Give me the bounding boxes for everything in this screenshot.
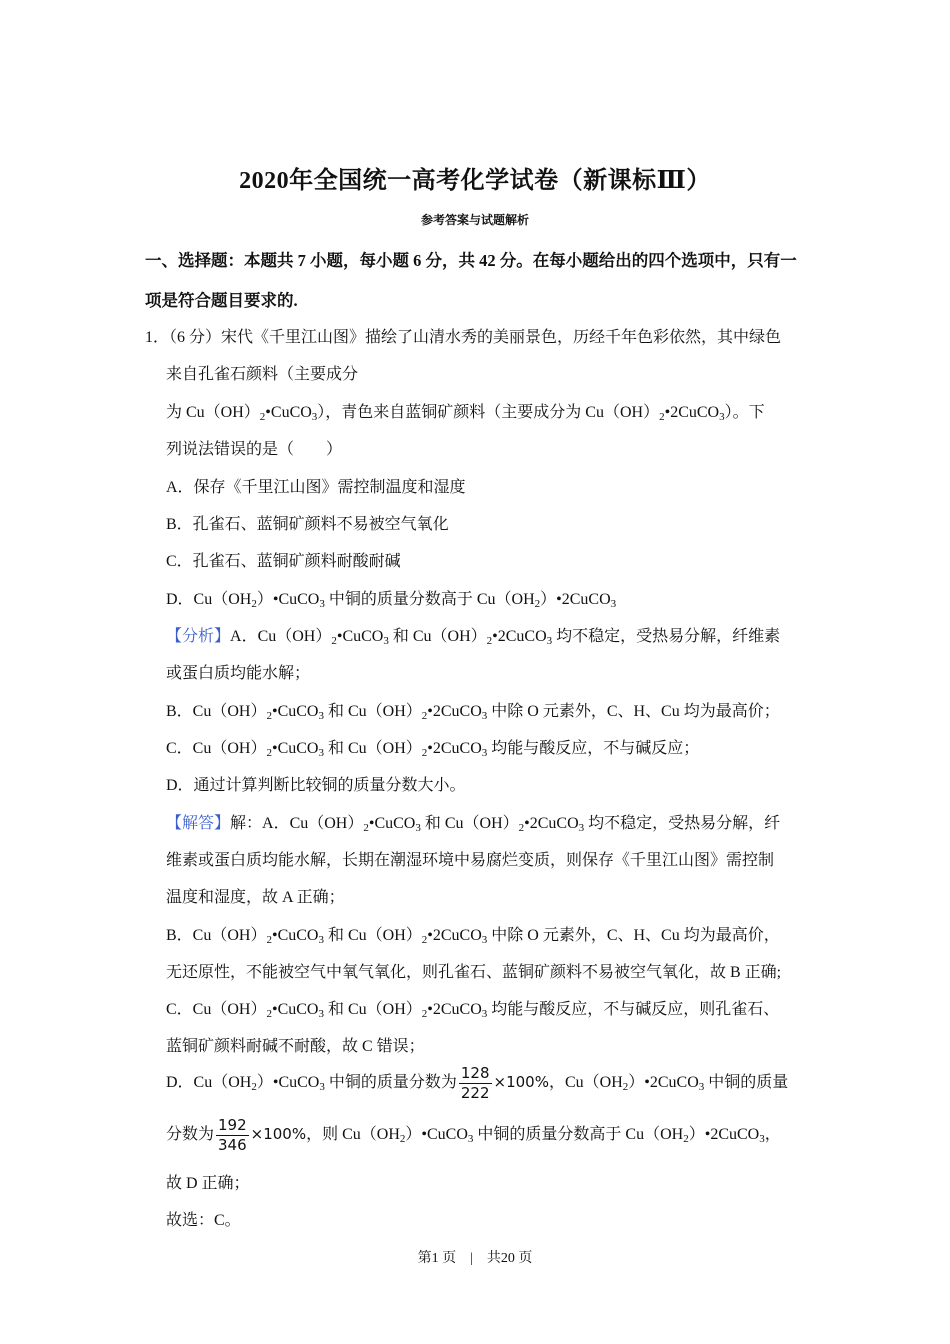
- answer-a-line3: 温度和湿度，故 A 正确；: [166, 889, 345, 906]
- answer-final: 故选：C。: [166, 1212, 241, 1229]
- answer-d-line3: 故 D 正确；: [166, 1175, 250, 1192]
- analysis-d: D．通过计算判断比较铜的质量分数大小。: [166, 777, 466, 794]
- analysis-tag: 【分析】: [166, 628, 231, 645]
- option-b: B．孔雀石、蓝铜矿颜料不易被空气氧化: [166, 516, 449, 533]
- question-stem-line4: 列说法错误的是（ ）: [166, 441, 343, 458]
- answer-a-line1: 【解答】解：A．$Cu(OH)_2•CuCO_3$ 和 $Cu(OH)_2•2CuCO_3$ 均不稳定，受热易分解，纤: [166, 815, 781, 834]
- answer-b-line2: 无还原性，不能被空气中氧气氧化，则孔雀石、蓝铜矿颜料不易被空气氧化，故 B 正确;: [166, 964, 782, 981]
- question-stem-line2: 来自孔雀石颜料（主要成分: [166, 366, 359, 383]
- answer-c-line2: 蓝铜矿颜料耐碱不耐酸，故 C 错误；: [166, 1038, 425, 1055]
- answer-b-line1: B．$Cu(OH)_2•CuCO_3$ 和 $Cu(OH)_2•2CuCO_3$ 中除 O 元素外，C、H、Cu 均为最高价，: [166, 927, 780, 946]
- section-heading-line1: 一、选择题：本题共 7 小题，每小题 6 分，共 42 分。在每小题给出的四个选项中，只有一: [145, 251, 797, 270]
- analysis-b: B．$Cu(OH)_2•CuCO_3$ 和 $Cu(OH)_2•2CuCO_3$ 中除 O 元素外，C、H、Cu 均为最高价；: [166, 703, 780, 722]
- answer-d-line1: D．$Cu(OH_2)•CuCO_3$ 中铜的质量分数为 $\frac{128}{222}$ ×100%，$Cu(OH_2)•2CuCO_3$ 中铜的质量: [166, 1064, 789, 1102]
- answer-tag: 【解答】: [166, 815, 231, 832]
- page-footer: 第1 页 | 共20 页: [417, 1251, 533, 1266]
- fraction-128-222: $\frac{128}{222}$: [460, 1064, 490, 1102]
- option-a: A．保存《千里江山图》需控制温度和湿度: [166, 479, 466, 496]
- section-heading-line2: 项是符合题目要求的.: [145, 291, 298, 310]
- page-title: 2020年全国统一高考化学试卷（新课标Ⅲ）: [239, 168, 711, 194]
- option-c: C．孔雀石、蓝铜矿颜料耐酸耐碱: [166, 553, 401, 570]
- option-d: D．$Cu(OH_2)•CuCO_3$ 中铜的质量分数高于 $Cu(OH_2)•2CuCO_3$: [166, 591, 617, 610]
- analysis-a-line1: 【分析】A．$Cu(OH)_2•CuCO_3$ 和 $Cu(OH)_2•2CuCO_3$ 均不稳定，受热易分解，纤维素: [166, 628, 781, 647]
- answer-d-line2: 分数为 $\frac{192}{346}$ ×100%，则 $Cu(OH_2)•CuCO_3$ 中铜的质量分数高于 $Cu(OH_2)•2CuCO_3$，: [166, 1116, 781, 1154]
- fraction-192-346: $\frac{192}{346}$: [218, 1116, 247, 1154]
- answer-a-line2: 维素或蛋白质均能水解，长期在潮湿环境中易腐烂变质，则保存《千里江山图》需控制: [166, 852, 775, 869]
- question-stem-line3: 为 $Cu(OH)_2•CuCO_3$），青色来自蓝铜矿颜料（主要成分为 $Cu(OH)_2•2CuCO_3$）。下: [166, 404, 765, 423]
- page-subtitle: 参考答案与试题解析: [420, 213, 529, 227]
- question-stem-line1: 1．（6 分）宋代《千里江山图》描绘了山清水秀的美丽景色，历经千年色彩依然，其中绿色: [145, 329, 782, 346]
- analysis-a-line2: 或蛋白质均能水解；: [166, 665, 311, 682]
- analysis-c: C．$Cu(OH)_2•CuCO_3$ 和 $Cu(OH)_2•2CuCO_3$ 均能与酸反应，不与碱反应；: [166, 740, 700, 759]
- answer-c-line1: C．$Cu(OH)_2•CuCO_3$ 和 $Cu(OH)_2•2CuCO_3$ 均能与酸反应，不与碱反应，则孔雀石、: [166, 1001, 780, 1020]
